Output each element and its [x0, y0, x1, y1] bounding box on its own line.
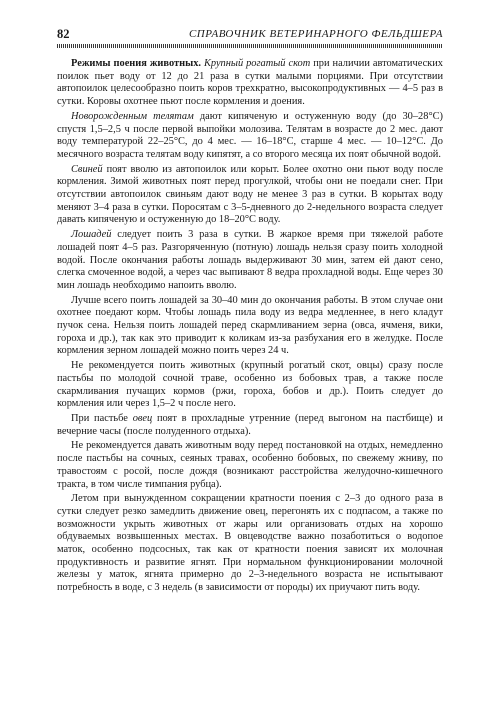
page-header [57, 27, 443, 41]
paragraph-text-lead: При пастьбе [71, 412, 128, 424]
header-rule [57, 44, 443, 48]
paragraph-text: поят вволю из автопоилок или корыт. Более охотно они пьют воду после кормления. Зимой животных поят перед прогулкой, чтобы они не поедали снег. При отсутствии автопоилок свиньям дают воду не менее 3 раз в сутки. В корытах воду меняют 3–4 раза в сутки. Поросятам с 3–5-дневного до 2-недельного возраста следует давать кипяченую и остуженную до 18–20°С воду. [57, 163, 443, 226]
paragraph [57, 229, 443, 293]
page-number: 82 [57, 27, 70, 41]
emphasis-term: Крупный рогатый скот [203, 58, 311, 69]
paragraph-text: Летом при вынужденном сокращении кратности поения с 2–3 до одного раза в сутки следует резко замедлить движение овец, перегонять их с подпасом, а также по возможности укрыть животных от жары или организовать отдых на хорошо обдуваемых возвышенных местах. В овцеводстве важно позаботиться о водопое маток, особенно подсосных, так как от кратности поения зависят их молочная продуктивность и развитие ягнят. При нормальном функционировании молочной железы у маток, ягнята примерно до 2–3-недельного возраста не испытывают потребность в воде, с 3 недель (в зависимости от породы) их приучают пить воду. [57, 493, 443, 594]
body-text [57, 58, 443, 597]
paragraph [57, 360, 443, 411]
paragraph [57, 111, 443, 162]
section-heading: Режимы поения животных. [71, 58, 201, 69]
paragraph [57, 493, 443, 595]
paragraph [57, 440, 443, 491]
emphasis-term: Свиней [71, 163, 103, 175]
emphasis-term: овец [132, 412, 153, 424]
paragraph-text: дают кипяченую и остуженную воду (до 30–28°С) спустя 1,5–2,5 ч после первой выпойки молозива. Телятам в возрасте до 2 мес. дают воду температурой 22–25°С, до 4 мес. — 16–18°С, старше 4 мес. — 10–12°С. До месячного возраста телятам воду кипятят, а со второго месяца их поят обычной водой. [57, 110, 443, 160]
paragraph-text: при наличии автоматических поилок пьет воду от 12 до 21 раза в сутки малыми порциями. При отсутствии автопоилок целесообразно поить коров трехкратно, высокопродуктивных — 4–5 раз в сутки. Коровы охотнее пьют после кормления и доения. [57, 58, 443, 108]
emphasis-term: Новорожденным телятам [71, 110, 194, 122]
paragraph [57, 413, 443, 438]
paragraph-text: Не рекомендуется поить животных (крупный рогатый скот, овцы) сразу после пастьбы по молодой сочной траве, особенно из бобовых трав, а также после скармливания пучащих кормов (ржи, гороха, бобов и др.). Поить следует до кормления или через 1,5–2 ч после него. [57, 360, 443, 410]
paragraph [57, 295, 443, 359]
paragraph-text: следует поить 3 раза в сутки. В жаркое время при тяжелой работе лошадей поят 4–5 раз. Разгоряченную (потную) лошадь нельзя сразу поить холодной водой. После окончания работы лошадь выдерживают 30 мин, затем ей дают сено, слегка смоченное водой, а через час выпивают 8 ведра прохладной воды. Еще через 30 мин лошадь необходимо напоить вволю. [57, 229, 443, 291]
paragraph [57, 58, 443, 109]
paragraph-text: Не рекомендуется давать животным воду перед постановкой на отдых, немедленно после пастьбы на сочных, сеяных травах, особенно бобовых, по свежему жниву, по травостоям с росой, после дождя (возникают расстройства желудочно-кишечного тракта, в том числе тимпания рубца). [57, 440, 443, 490]
paragraph-text: Лучше всего поить лошадей за 30–40 мин до окончания работы. В этом случае они охотнее поедают корм. Чтобы лошадь пила воду из ведра медленнее, в него кладут пучок сена. Нельзя поить лошадей перед скармливанием зерна (овса, ячменя, вики, гороха и др.), так как это приводит к коликам из-за разбухания его в желудке. После кормления зерном лошадей можно поить через 24 ч. [57, 294, 443, 357]
running-title: СПРАВОЧНИК ВЕТЕРИНАРНОГО ФЕЛЬДШЕРА [188, 28, 443, 40]
emphasis-term: Лошадей [71, 229, 112, 241]
paragraph-text: поят в прохладные утренние (перед выгоном на пастбище) и вечерние часы (после полуденного отдыха). [57, 412, 443, 437]
paragraph [57, 164, 443, 228]
